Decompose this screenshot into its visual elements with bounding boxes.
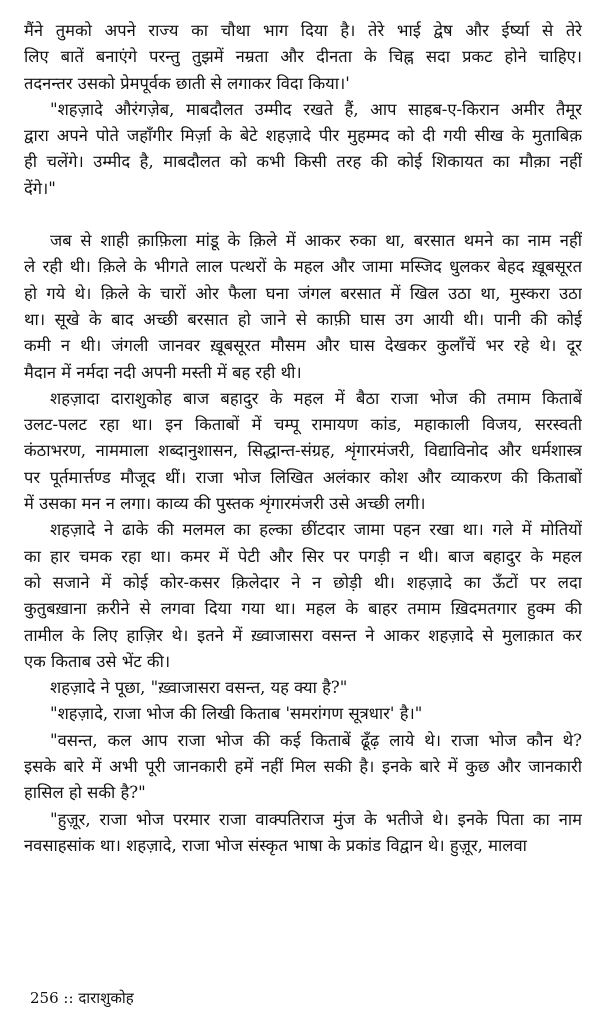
text-line: लिए बातें बनाएंगे परन्तु तुझमें नम्रता और दीनता के चिह्न सदा प्रकट होने चाहिए।: [24, 47, 582, 67]
text-line: "हुज़ूर, राजा भोज परमार राजा वाक्पतिराज मुंज के भतीजे थे। इनके पिता का नाम: [50, 809, 582, 829]
text-line: द्वारा अपने पोते जहाँगीर मिर्ज़ा के बेटे शहज़ादे पीर मुहम्मद को दी गयी सीख के मुताबिक़: [24, 126, 582, 146]
text-line: "शहज़ादे औरंगज़ेब, माबदौलत उम्मीद रखते हैं, आप साहब-ए-किरान अमीर तैमूर: [50, 99, 582, 119]
text-line: पर पूर्तमार्त्तण्ड मौजूद थीं। राजा भोज लिखित अलंकार कोश और व्याकरण की किताबों: [24, 467, 582, 487]
text-line: मैंने तुमको अपने राज्य का चौथा भाग दिया है। तेरे भाई द्वेष और ईर्ष्या से तेरे: [24, 21, 582, 40]
text-line: का हार चमक रहा था। कमर में पेटी और सिर पर पगड़ी न थी। बाज बहादुर के महल: [24, 546, 582, 566]
text-line: कंठाभरण, नाममाला शब्दानुशासन, सिद्धान्त-संग्रह, शृंगारमंजरी, विद्याविनोद और धर्मशास्त्र: [24, 441, 582, 461]
text-line: उलट-पलट रहा था। इन किताबों में चम्पू रामायण कांड, महाकाली विजय, सरस्वती: [24, 415, 582, 435]
paragraph-gap: [24, 202, 582, 228]
text-line: शहज़ादा दाराशुकोह बाज बहादुर के महल में बैठा राजा भोज की तमाम किताबें: [50, 388, 582, 408]
text-line: इसके बारे में अभी पूरी जानकारी हमें नहीं मिल सकी है। इनके बारे में कुछ और जानकारी: [24, 757, 582, 777]
text-line: कुतुबख़ाना क़रीने से लगवा दिया गया था। महल के बाहर तमाम ख़िदमतगार हुक्म की: [24, 599, 582, 619]
text-line: हासिल हो सकी है?": [24, 783, 146, 803]
text-line: कमी न थी। जंगली जानवर ख़ूबसूरत मौसम और घास देखकर कुलाँचें भर रहे थे। दूर: [24, 336, 582, 356]
text-line: था। सूखे के बाद अच्छी बरसात हो जाने से काफ़ी घास उग आयी थी। पानी की कोई: [24, 309, 582, 329]
footer-separator: ::: [63, 989, 74, 1007]
text-line: "शहज़ादे, राजा भोज की लिखी किताब 'समरांगण सूत्रधार' है।": [50, 704, 423, 724]
text-line: ले रही थी। क़िले के भीगते लाल पत्थरों के महल और जामा मस्जिद धुलकर बेहद ख़ूबसूरत: [24, 257, 582, 277]
paragraph: [24, 807, 582, 860]
text-line: को सजाने में कोई कोर-कसर क़िलेदार ने न छोड़ी थी। शहज़ादे का ऊँटों पर लदा: [24, 572, 582, 592]
paragraph: [24, 97, 582, 202]
paragraph: [24, 18, 582, 97]
paragraph: [24, 675, 582, 701]
page-body: [24, 18, 582, 859]
text-line: "वसन्त, कल आप राजा भोज की कई किताबें ढूँढ़ लाये थे। राजा भोज कौन थे?: [50, 730, 582, 750]
page-number: 256: [30, 989, 59, 1007]
page-footer: [30, 988, 134, 1008]
text-line: देंगे।": [24, 178, 56, 198]
text-line: एक किताब उसे भेंट की।: [24, 651, 171, 671]
text-line: में उसका मन न लगा। काव्य की पुस्तक शृंगारमंजरी उसे अच्छी लगी।: [24, 494, 426, 514]
text-line: तदनन्तर उसको प्रेमपूर्वक छाती से लगाकर विदा किया।': [24, 73, 350, 93]
paragraph: [24, 228, 582, 386]
text-line: शहज़ादे ने पूछा, "ख़्वाजासरा वसन्त, यह क्या है?": [50, 678, 348, 698]
paragraph: [24, 701, 582, 727]
text-line: जब से शाही क़ाफ़िला मांडू के क़िले में आकर रुका था, बरसात थमने का नाम नहीं: [50, 231, 582, 251]
text-line: ही चलेंगे। उम्मीद है, माबदौलत को कभी किसी तरह की कोई शिकायत का मौक़ा नहीं: [24, 152, 582, 172]
book-title: दाराशुकोह: [78, 989, 134, 1007]
text-line: तामील के लिए हाज़िर थे। इतने में ख़्वाजासरा वसन्त ने आकर शहज़ादे से मुलाक़ात कर: [24, 625, 582, 645]
text-line: शहज़ादे ने ढाके की मलमल का हल्का छींटदार जामा पहन रखा था। गले में मोतियों: [50, 520, 582, 540]
paragraph: [24, 728, 582, 807]
paragraph: [24, 386, 582, 517]
text-line: मैदान में नर्मदा नदी अपनी मस्ती में बह रही थी।: [24, 362, 302, 382]
text-line: नवसाहसांक था। शहज़ादे, राजा भोज संस्कृत भाषा के प्रकांड विद्वान थे। हुज़ूर, मालवा: [24, 835, 527, 855]
text-line: हो गये थे। क़िले के चारों ओर फैला घना जंगल बरसात में खिल उठा था, मुस्करा उठा: [24, 283, 582, 303]
paragraph: [24, 517, 582, 675]
